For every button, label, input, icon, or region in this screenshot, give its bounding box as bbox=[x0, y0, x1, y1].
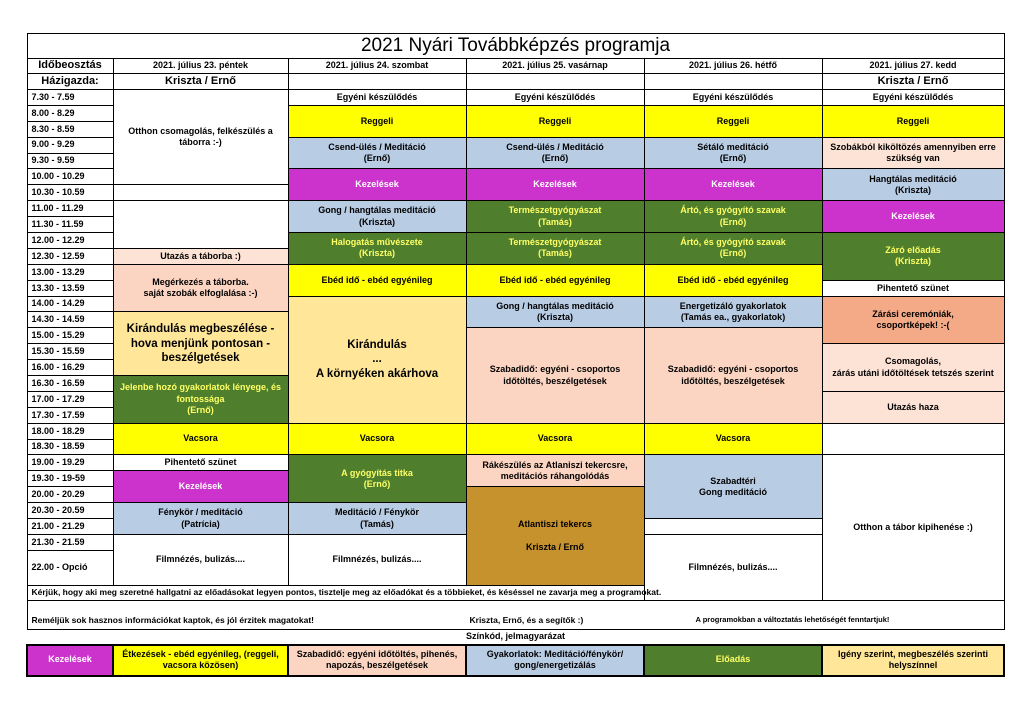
time-slot: 14.00 - 14.29 bbox=[27, 296, 113, 312]
event-fri-arrive: Megérkezés a táborba. saját szobák elfoglalása :-) bbox=[113, 264, 288, 312]
event-mon-arto1: Ártó, és gyógyító szavak (Ernő) bbox=[644, 201, 822, 233]
event-sat-gong: Gong / hangtálas meditáció (Kriszta) bbox=[288, 201, 466, 233]
event-sun-free: Szabadidő: egyéni - csoportos időtöltés, beszélgetések bbox=[466, 328, 644, 423]
header-day-sun: 2021. július 25. vasárnap bbox=[466, 59, 644, 74]
event-mon-setalo: Sétáló meditáció (Ernő) bbox=[644, 137, 822, 169]
event-sun-atl: Atlantiszi tekercs Kriszta / Ernő bbox=[466, 487, 644, 585]
event-mon-film: Filmnézés, bulizás.... bbox=[644, 534, 822, 600]
time-row bbox=[27, 455, 1004, 471]
time-slot: 7.30 - 7.59 bbox=[27, 90, 113, 106]
time-slot: 20.30 - 20.59 bbox=[27, 503, 113, 519]
event-sun-gong: Gong / hangtálas meditáció (Kriszta) bbox=[466, 296, 644, 328]
header-day-sat: 2021. július 24. szombat bbox=[288, 59, 466, 74]
footer-row bbox=[27, 600, 1004, 629]
time-slot: 10.00 - 10.29 bbox=[27, 169, 113, 185]
header-day-tue: 2021. július 27. kedd bbox=[822, 59, 1004, 74]
event-mon-gong: Szabadtéri Gong meditáció bbox=[644, 455, 822, 519]
event-mon-breakfast: Reggeli bbox=[644, 105, 822, 137]
footer-left: Reméljük sok hasznos információkat kaptok, és jól érzitek magatokat! bbox=[31, 614, 314, 625]
event-sat-breakfast: Reggeli bbox=[288, 105, 466, 137]
time-slot: 12.30 - 12.59 bbox=[27, 248, 113, 264]
event-tue-home: Otthon a tábor kipihenése :) bbox=[822, 455, 1004, 600]
event-sun-treat: Kezelések bbox=[466, 169, 644, 201]
schedule-table bbox=[26, 33, 1005, 677]
legend-item: Gyakorlatok: Meditáció/fénykör/ gong/energetizálás bbox=[466, 645, 644, 676]
event-mon-dinner: Vacsora bbox=[644, 423, 822, 455]
time-slot: 20.00 - 20.29 bbox=[27, 487, 113, 503]
event-tue-hangtal: Hangtálas meditáció (Kriszta) bbox=[822, 169, 1004, 201]
time-slot: 16.00 - 16.29 bbox=[27, 360, 113, 376]
time-slot: 21.30 - 21.59 bbox=[27, 534, 113, 550]
time-slot: 14.30 - 14.59 bbox=[27, 312, 113, 328]
event-mon-free: Szabadidő: egyéni - csoportos időtöltés, beszélgetések bbox=[644, 328, 822, 423]
event-tue-prep: Egyéni készülődés bbox=[822, 90, 1004, 106]
host-tue: Kriszta / Ernő bbox=[822, 74, 1004, 90]
header-day-mon: 2021. július 26. hétfő bbox=[644, 59, 822, 74]
time-slot: 18.00 - 18.29 bbox=[27, 423, 113, 439]
time-slot: 9.30 - 9.59 bbox=[27, 153, 113, 169]
event-tue-travel: Utazás haza bbox=[822, 391, 1004, 423]
event-sat-medit: Meditáció / Fénykör (Tamás) bbox=[288, 503, 466, 535]
event-fri-rest: Pihentető szünet bbox=[113, 455, 288, 471]
time-slot: 22.00 - Opció bbox=[27, 550, 113, 585]
time-slot: 19.00 - 19.29 bbox=[27, 455, 113, 471]
event-fri-trip: Kirándulás megbeszélése -hova menjünk pontosan - beszélgetések bbox=[113, 312, 288, 376]
header-time: Időbeosztás bbox=[27, 59, 113, 74]
schedule-sheet bbox=[26, 33, 1005, 677]
footer-signature: Kriszta, Ernő, és a segítők :) bbox=[469, 614, 584, 625]
time-slot: 12.00 - 12.29 bbox=[27, 233, 113, 249]
event-fri-travel: Utazás a táborba :) bbox=[113, 248, 288, 264]
event-tue-treat: Kezelések bbox=[822, 201, 1004, 233]
event-fri-dinner: Vacsora bbox=[113, 423, 288, 455]
event-tue-pack: Csomagolás, zárás utáni időtöltések tetszés szerint bbox=[822, 344, 1004, 392]
event-sat-csend: Csend-ülés / Meditáció (Ernő) bbox=[288, 137, 466, 169]
footer-disclaimer: A programokban a változtatás lehetőségét fenntartjuk! bbox=[695, 614, 890, 624]
event-tue-rest: Pihentető szünet bbox=[822, 280, 1004, 296]
host-label: Házigazda: bbox=[27, 74, 113, 90]
event-sun-breakfast: Reggeli bbox=[466, 105, 644, 137]
event-fri-treat: Kezelések bbox=[113, 471, 288, 503]
event-sun-prep: Egyéni készülődés bbox=[466, 90, 644, 106]
time-slot: 9.00 - 9.29 bbox=[27, 137, 113, 153]
legend-item: Étkezések - ebéd egyénileg, (reggeli, vacsora közösen) bbox=[113, 645, 288, 676]
event-mon-energ: Energetizáló gyakorlatok (Tamás ea., gyakorlatok) bbox=[644, 296, 822, 328]
host-mon bbox=[644, 74, 822, 90]
empty-cell bbox=[113, 201, 288, 249]
event-sun-dinner: Vacsora bbox=[466, 423, 644, 455]
event-sat-halogatas: Halogatás művészete (Kriszta) bbox=[288, 233, 466, 265]
event-tue-breakfast: Reggeli bbox=[822, 105, 1004, 137]
event-sat-film: Filmnézés, bulizás.... bbox=[288, 534, 466, 585]
legend-item: Kezelések bbox=[27, 645, 113, 676]
header-day-fri: 2021. július 23. péntek bbox=[113, 59, 288, 74]
time-slot: 8.00 - 8.29 bbox=[27, 105, 113, 121]
time-slot: 13.30 - 13.59 bbox=[27, 280, 113, 296]
time-slot: 11.30 - 11.59 bbox=[27, 217, 113, 233]
event-sun-term1: Természetgyógyászat (Tamás) bbox=[466, 201, 644, 233]
time-slot: 19.30 - 19-59 bbox=[27, 471, 113, 487]
legend-item: Igény szerint, megbeszélés szerinti helyszínnel bbox=[822, 645, 1004, 676]
punctuality-note: Kérjük, hogy aki meg szeretné hallgatni az előadásokat legyen pontos, tisztelje meg az előadókat és a többieket, és késéssel ne zavarja meg a programokat. bbox=[27, 585, 1004, 600]
time-slot: 10.30 - 10.59 bbox=[27, 185, 113, 201]
time-slot: 17.00 - 17.29 bbox=[27, 391, 113, 407]
event-mon-prep: Egyéni készülődés bbox=[644, 90, 822, 106]
event-fri-present: Jelenbe hozó gyakorlatok lényege, és fontossága (Ernő) bbox=[113, 376, 288, 424]
time-slot: 21.00 - 21.29 bbox=[27, 519, 113, 535]
event-mon-treat: Kezelések bbox=[644, 169, 822, 201]
time-slot: 18.30 - 18.59 bbox=[27, 439, 113, 455]
event-fri-film: Filmnézés, bulizás.... bbox=[113, 534, 288, 585]
legend-title: Színkód, jelmagyarázat bbox=[466, 630, 566, 641]
time-row bbox=[27, 90, 1004, 106]
host-fri: Kriszta / Ernő bbox=[113, 74, 288, 90]
time-slot: 8.30 - 8.59 bbox=[27, 121, 113, 137]
time-slot: 15.00 - 15.29 bbox=[27, 328, 113, 344]
host-sat bbox=[288, 74, 466, 90]
time-slot: 16.30 - 16.59 bbox=[27, 376, 113, 392]
event-mon-arto2: Ártó, és gyógyító szavak (Ernő) bbox=[644, 233, 822, 265]
event-sun-rake: Rákészülés az Atlaniszi tekercsre, meditációs ráhangolódás bbox=[466, 455, 644, 487]
event-tue-zaro: Záró előadás (Kriszta) bbox=[822, 233, 1004, 281]
time-slot: 13.00 - 13.29 bbox=[27, 264, 113, 280]
legend-row bbox=[27, 645, 1004, 676]
time-row bbox=[27, 423, 1004, 439]
page-title: 2021 Nyári Továbbképzés programja bbox=[27, 34, 1004, 59]
event-fri-home: Otthon csomagolás, felkészülés a táborra :-) bbox=[113, 90, 288, 185]
time-slot: 15.30 - 15.59 bbox=[27, 344, 113, 360]
event-sat-lunch: Ebéd idő - ebéd egyénileg bbox=[288, 264, 466, 296]
event-sat-dinner: Vacsora bbox=[288, 423, 466, 455]
event-sat-prep: Egyéni készülődés bbox=[288, 90, 466, 106]
event-tue-rooms: Szobákból kiköltözés amennyiben erre szükség van bbox=[822, 137, 1004, 169]
event-sat-titka: A gyógyítás titka (Ernő) bbox=[288, 455, 466, 503]
event-sat-treat: Kezelések bbox=[288, 169, 466, 201]
host-sun bbox=[466, 74, 644, 90]
empty-cell bbox=[822, 423, 1004, 455]
event-sun-term2: Természetgyógyászat (Tamás) bbox=[466, 233, 644, 265]
event-tue-ceremony: Zárási ceremóniák, csoportképek! :-( bbox=[822, 296, 1004, 344]
time-slot: 11.00 - 11.29 bbox=[27, 201, 113, 217]
event-sun-lunch: Ebéd idő - ebéd egyénileg bbox=[466, 264, 644, 296]
time-row bbox=[27, 201, 1004, 217]
event-sun-csend: Csend-ülés / Meditáció (Ernő) bbox=[466, 137, 644, 169]
event-sat-trip: Kirándulás ... A környéken akárhova bbox=[288, 296, 466, 423]
event-mon-lunch: Ebéd idő - ebéd egyénileg bbox=[644, 264, 822, 296]
time-slot: 17.30 - 17.59 bbox=[27, 407, 113, 423]
legend-item: Előadás bbox=[644, 645, 822, 676]
event-fri-fenykor: Fénykör / meditáció (Patrícia) bbox=[113, 503, 288, 535]
legend-item: Szabadidő: egyéni időtöltés, pihenés, napozás, beszélgetések bbox=[288, 645, 466, 676]
